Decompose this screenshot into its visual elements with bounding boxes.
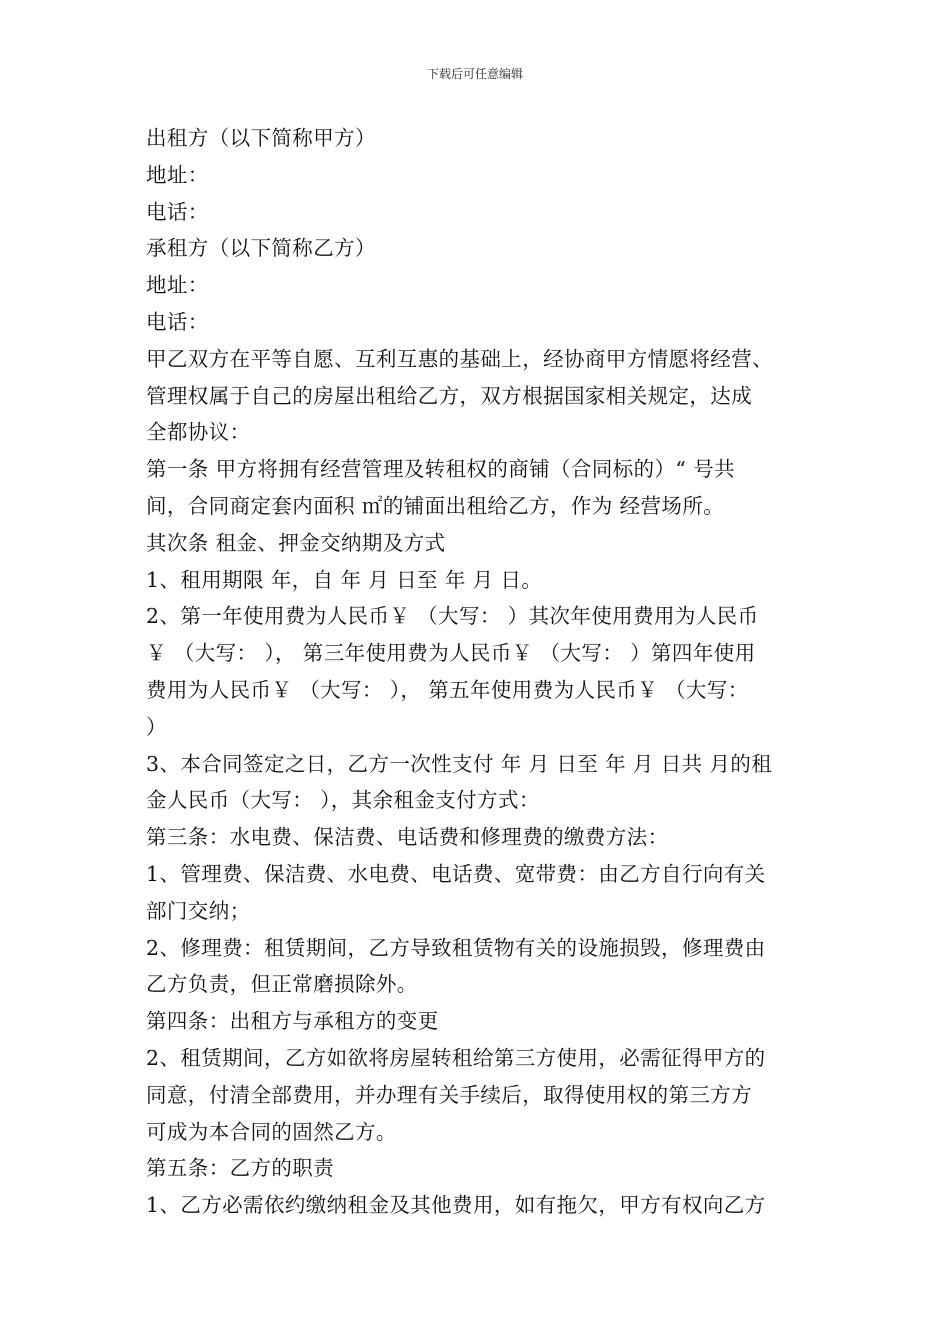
text-line: 甲乙双方在平等自愿、互利互惠的基础上，经协商甲方情愿将经营、: [146, 346, 773, 371]
text-line: 电话：: [146, 199, 209, 224]
text-line: 第四条：出租方与承租方的变更: [146, 1009, 439, 1034]
text-line: 其次条 租金、押金交纳期及方式: [146, 530, 446, 555]
text-line: 地址：: [146, 162, 209, 187]
text-line: ）: [146, 714, 167, 739]
text-line: 2、第一年使用费为人民币￥ （大写： ）其次年使用费用为人民币: [146, 604, 759, 629]
text-line: 2、修理费：租赁期间，乙方导致租赁物有关的设施损毁，修理费由: [146, 935, 766, 960]
text-line: 乙方负责，但正常磨损除外。: [146, 972, 418, 997]
text-line: 第三条：水电费、保洁费、电话费和修理费的缴费方法：: [146, 825, 669, 850]
text-line: 3、本合同签定之日，乙方一次性支付 年 月 日至 年 月 日共 月的租: [146, 751, 773, 776]
text-line: 间，合同商定套内面积 ㎡的铺面出租给乙方，作为 经营场所。: [146, 493, 725, 518]
text-line: 1、管理费、保洁费、水电费、电话费、宽带费：由乙方自行向有关: [146, 861, 766, 886]
text-line: 地址：: [146, 273, 209, 298]
text-line: 承租方（以下简称乙方）: [146, 236, 376, 261]
text-line: 1、乙方必需依约缴纳租金及其他费用，如有拖欠，甲方有权向乙方: [146, 1193, 766, 1218]
page-header: 下载后可任意编辑: [426, 67, 523, 81]
text-line: 可成为本合同的固然乙方。: [146, 1119, 397, 1144]
document-body: [146, 120, 810, 1224]
text-line: 2、租赁期间，乙方如欲将房屋转租给第三方使用，必需征得甲方的: [146, 1045, 766, 1070]
text-line: 同意，付清全部费用，并办理有关手续后，取得使用权的第三方方: [146, 1082, 753, 1107]
text-line: ￥ （大写： ）， 第三年使用费为人民币￥ （大写： ）第四年使用: [146, 641, 756, 666]
text-line: 第五条：乙方的职责: [146, 1156, 335, 1181]
text-line: 电话：: [146, 309, 209, 334]
text-line: 出租方（以下简称甲方）: [146, 126, 376, 150]
text-line: 部门交纳；: [146, 898, 251, 923]
text-line: 第一条 甲方将拥有经营管理及转租权的商铺（合同标的）“ 号共: [146, 457, 736, 482]
text-line: 管理权属于自己的房屋出租给乙方，双方根据国家相关规定，达成: [146, 383, 753, 408]
text-line: 全都协议：: [146, 420, 251, 445]
text-line: 金人民币（大写： ），其余租金支付方式：: [146, 788, 540, 813]
text-line: 1、租用期限 年，自 年 月 日至 年 月 日。: [146, 567, 543, 592]
text-line: 费用为人民币￥ （大写： ）， 第五年使用费为人民币￥ （大写：: [146, 677, 749, 702]
